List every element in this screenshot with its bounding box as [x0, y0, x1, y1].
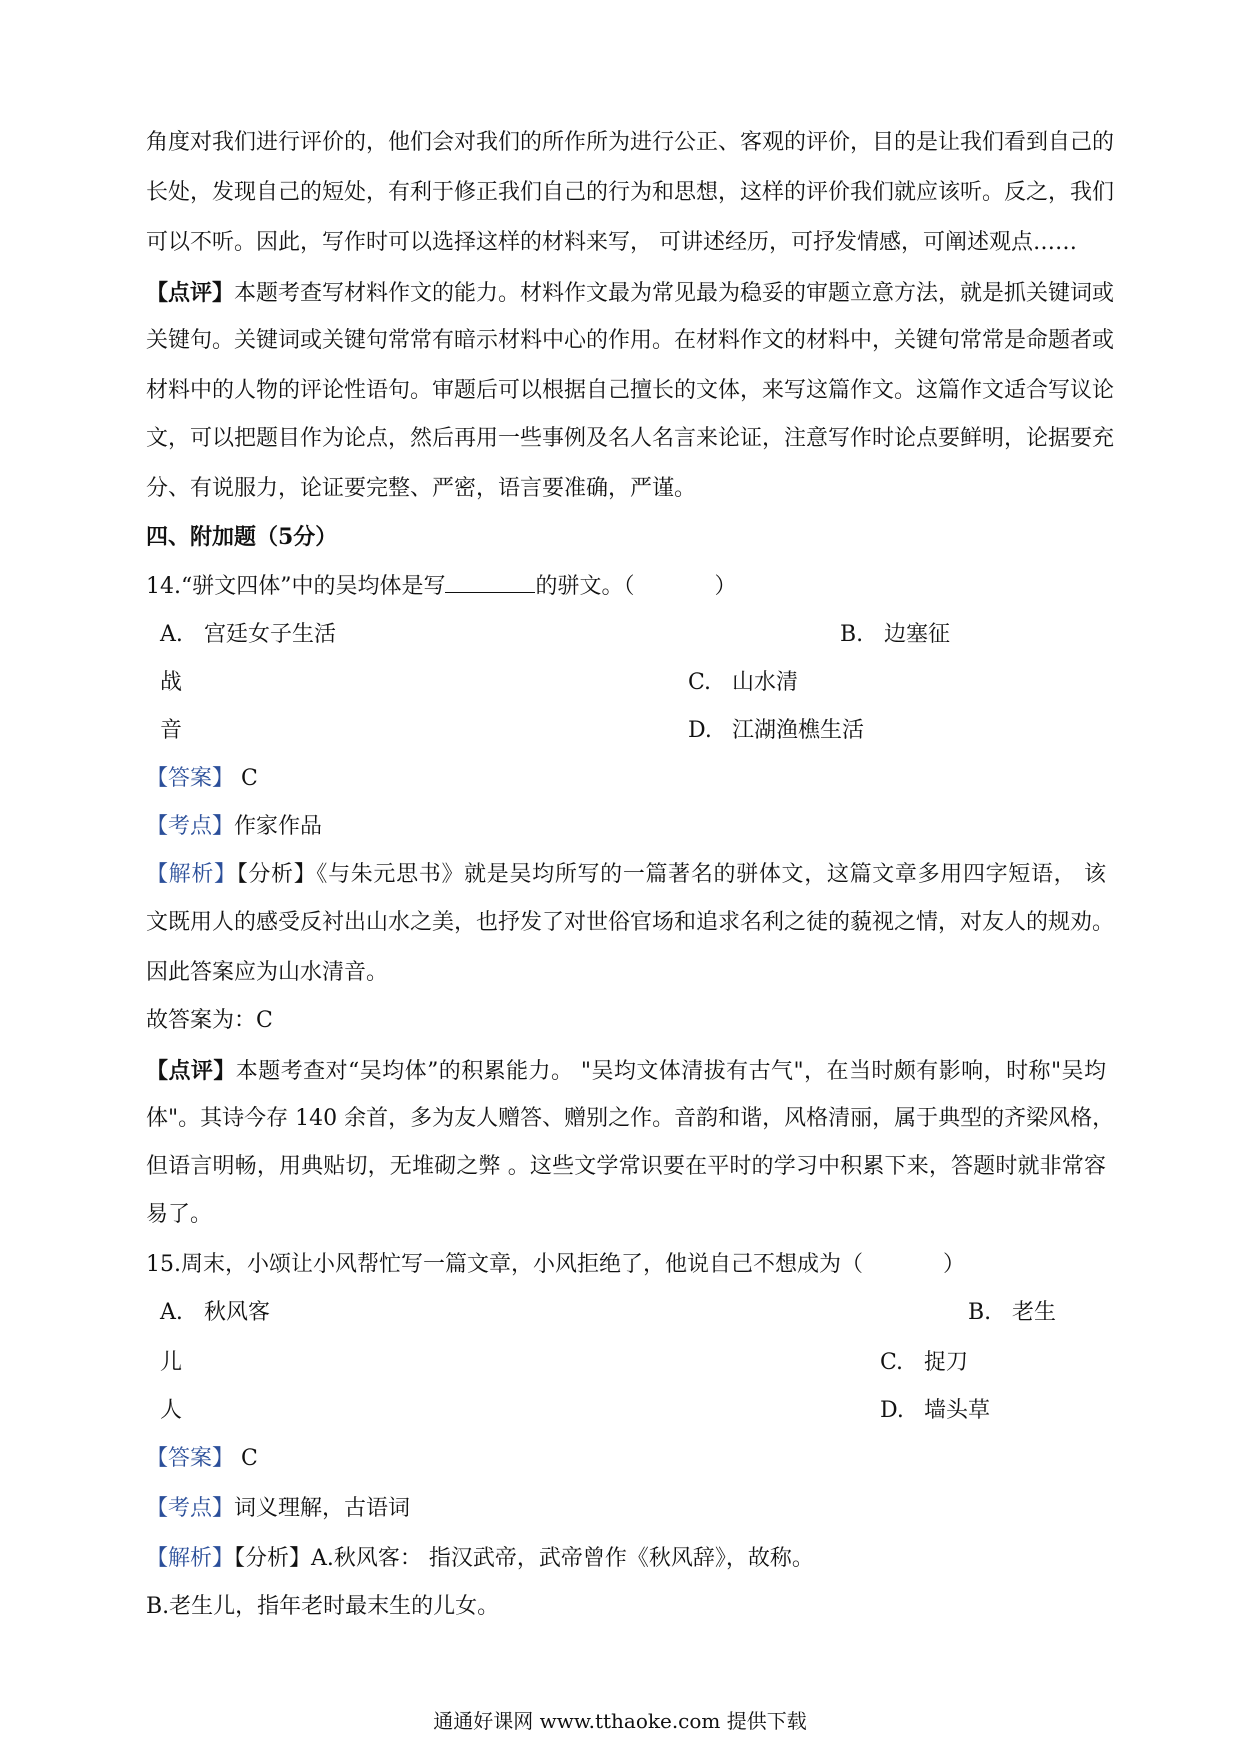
analysis-tag: 【解析】	[146, 862, 237, 887]
q15-option-a: A. 秋风客	[160, 1300, 271, 1325]
page-footer: 通通好课网 www.tthaoke.com 提供下载	[433, 1709, 807, 1733]
q14-option-b-cont: 战	[160, 670, 183, 695]
q14-stem: 14.“骈文四体”中的吴均体是写 的骈文。（ ）	[146, 570, 1106, 602]
review13-line-3: 材料中的人物的评论性语句。审题后可以根据自己擅长的文体，来写这篇作文。这篇作文适合写议论	[146, 378, 1115, 403]
intro-line-2: 长处，发现自己的短处，有利于修正我们自己的行为和思想，这样的评价我们就应该听。反之，我们	[146, 180, 1115, 205]
q14-review-line-4: 易了。	[146, 1202, 213, 1227]
q14-review-line-3: 但语言明畅，用典贴切，无堆砌之弊 。这些文学常识要在平时的学习中积累下来，答题时就非常容	[146, 1154, 1106, 1179]
point-tag: 【考点】	[146, 1496, 235, 1521]
review13-line-4: 文，可以把题目作为论点，然后再用一些事例及名人名言来论证，注意写作时论点要鲜明，论据要充	[146, 426, 1115, 451]
q15-analysis-line-1: 【解析】【分析】A.秋风客： 指汉武帝，武帝曾作《秋风辞》，故称。	[146, 1546, 814, 1571]
review-tag: 【点评】	[146, 1058, 236, 1084]
q14-option-c: C. 山水清	[688, 670, 799, 695]
review13-line-2: 关键句。关键词或关键句常常有暗示材料中心的作用。在材料作文的材料中，关键句常常是命题者或	[146, 328, 1115, 353]
q14-review-line-1: 【点评】本题考查对“吴均体”的积累能力。 "吴均文体清拔有古气"，在当时颇有影响，时称"吴均	[146, 1058, 1106, 1084]
q15-option-c-cont: 人	[160, 1398, 183, 1423]
q14-analysis-line-3: 因此答案应为山水清音。	[146, 960, 389, 985]
q14-analysis-line-2: 文既用人的感受反衬出山水之美，也抒发了对世俗官场和追求名利之徒的藐视之情，对友人的规劝。	[146, 910, 1115, 935]
intro-line-3: 可以不听。因此，写作时可以选择这样的材料来写， 可讲述经历，可抒发情感，可阐述观点……	[146, 230, 1077, 255]
answer-tag: 【答案】	[146, 766, 235, 791]
q14-analysis-line-1: 【解析】【分析】《与朱元思书》就是吴均所写的一篇著名的骈体文，这篇文章多用四字短语， 该	[146, 862, 1106, 887]
review13-line-5: 分、有说服力，论证要完整、严密，语言要准确，严谨。	[146, 476, 697, 501]
q14-option-c-cont: 音	[160, 718, 183, 743]
q14-option-d: D. 江湖渔樵生活	[688, 718, 865, 743]
intro-line-1: 角度对我们进行评价的，他们会对我们的所作所为进行公正、客观的评价，目的是让我们看到自己的	[146, 130, 1115, 155]
answer-tag: 【答案】	[146, 1446, 235, 1471]
review-tag: 【点评】	[146, 280, 235, 306]
q15-stem: 15.周末，小颂让小风帮忙写一篇文章，小风拒绝了，他说自己不想成为（ ）	[146, 1252, 966, 1277]
q14-review-line-2: 体"。其诗今存 140 余首，多为友人赠答、赠别之作。音韵和谐，风格清丽，属于典型的齐梁风格，	[146, 1106, 1115, 1131]
q15-analysis-line-2: B.老生儿，指年老时最末生的儿女。	[146, 1594, 500, 1619]
review13-line-1: 【点评】本题考查写材料作文的能力。材料作文最为常见最为稳妥的审题立意方法，就是抓关键词或	[146, 280, 1115, 306]
q15-point: 【考点】词义理解，古语词	[146, 1496, 411, 1521]
answer-blank	[445, 570, 535, 593]
q15-option-b-cont: 儿	[160, 1350, 183, 1375]
analysis-tag: 【解析】	[146, 1546, 235, 1571]
q14-option-a: A. 宫廷女子生活	[160, 622, 337, 647]
q15-answer: 【答案】 C	[146, 1446, 258, 1471]
q14-point: 【考点】作家作品	[146, 814, 323, 839]
q15-option-b: B. 老生	[968, 1300, 1057, 1325]
q14-option-b: B. 边塞征	[840, 622, 951, 647]
section-title: 四、附加题（5分）	[146, 524, 338, 550]
point-tag: 【考点】	[146, 814, 235, 839]
q14-answer: 【答案】 C	[146, 766, 258, 791]
q15-option-c: C. 捉刀	[880, 1350, 969, 1375]
q15-option-d: D. 墙头草	[880, 1398, 991, 1423]
q14-conclusion: 故答案为：C	[146, 1008, 273, 1033]
